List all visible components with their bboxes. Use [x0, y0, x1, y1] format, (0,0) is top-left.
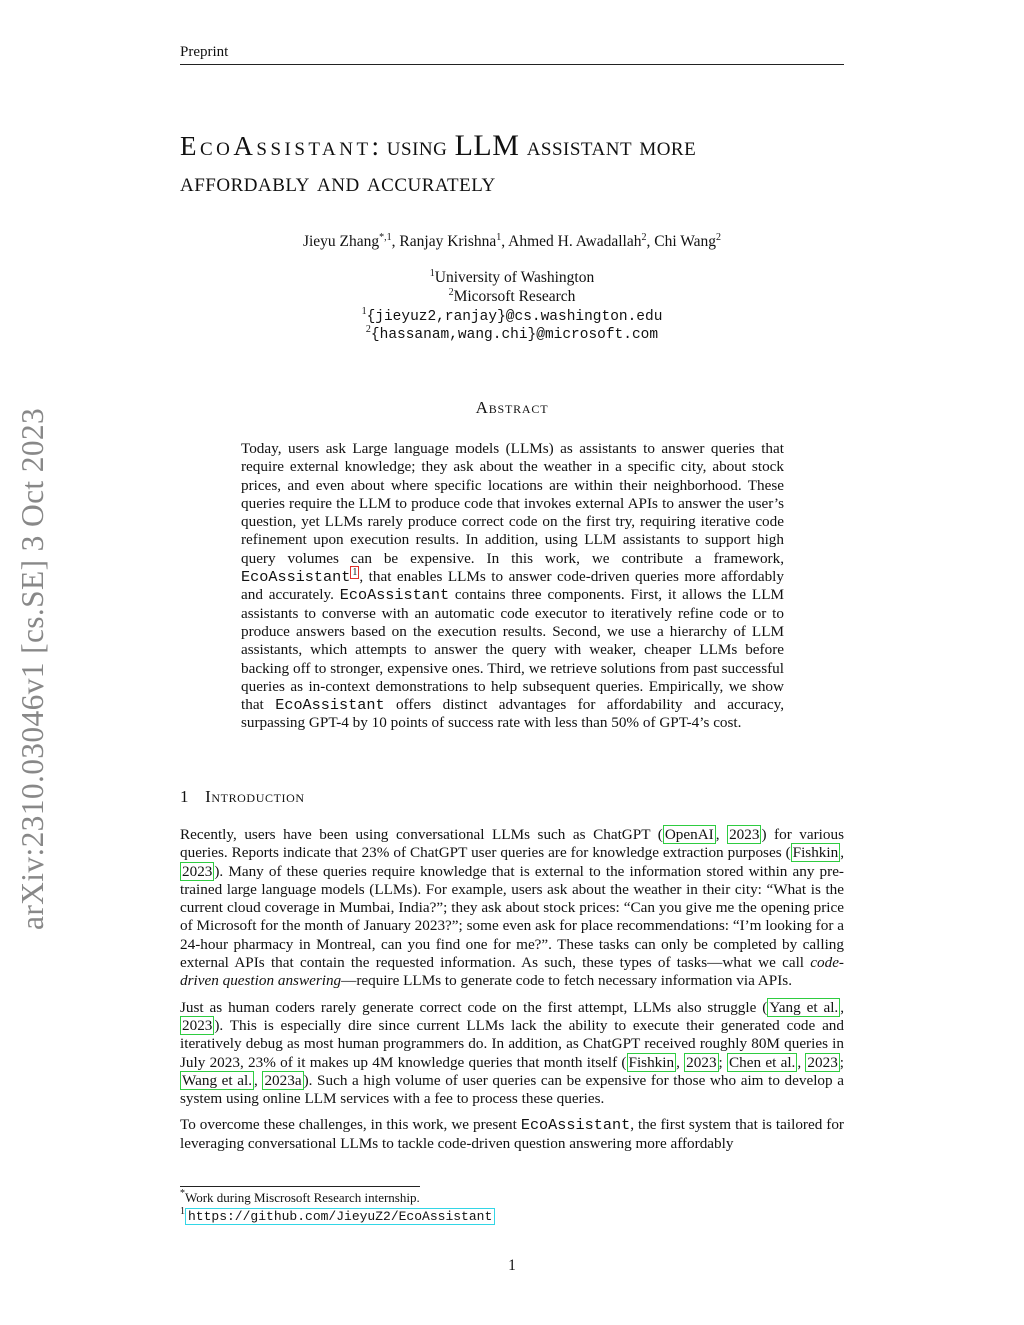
emphasis: code-driven question answering [180, 954, 844, 990]
github-url-link[interactable]: https://github.com/JieyuZ2/EcoAssistant [185, 1208, 495, 1225]
email-sup: 2 [365, 324, 371, 335]
citation-link[interactable]: Wang et al. [182, 1071, 253, 1089]
email-1 [180, 308, 844, 325]
intro-paragraph-2: Just as human coders rarely generate correct code on the first attempt, LLMs also struggle ( Yang et al. , 2023 ). This is especially dire since current LLMs lack the ability to execute their generated code and iteratively debug as most human programmers do. In addition, as ChatGPT received roughly 80M queries in July 2023, 23% of it makes up 4M knowledge queries that month itself ( Fishkin , 2023 ; Chen et al. , 2023 ; Wang et al. , 2023a ). Such a high volume of user queries can be expensive for those who aim to develop a system using online LLM services with a fee to process these queries. [180, 998, 845, 1108]
footnote-rule [180, 1186, 420, 1187]
affiliation-name: University of Washington [434, 269, 595, 286]
page-number: 1 [508, 1257, 516, 1274]
system-name-code: EcoAssistant [339, 586, 450, 605]
author-name: , Ranjay Krishna [391, 233, 497, 250]
email-address: {jieyuz2,ranjay}@cs.washington.edu [366, 309, 663, 325]
author-sup: 2 [641, 232, 647, 243]
affiliation-sup: 1 [429, 268, 435, 279]
arxiv-side-stamp: arXiv:2310.03046v1 [cs.SE] 3 Oct 2023 [15, 407, 50, 930]
footnote-mark: * [180, 1188, 185, 1199]
author-name: Jieyu Zhang [302, 233, 380, 250]
affiliation-name: Micorsoft Research [453, 288, 576, 305]
author-sup: *,1 [379, 232, 392, 243]
affiliation-1 [180, 269, 844, 287]
section-title: Introduction [205, 787, 305, 806]
email-address: {hassanam,wang.chi}@microsoft.com [370, 327, 659, 343]
system-name-code: EcoAssistant [275, 696, 385, 715]
title-part-end: assistant more [519, 131, 697, 161]
author-name: , Ahmed H. Awadallah [501, 233, 642, 250]
citation-link[interactable]: Fishkin [792, 844, 839, 862]
email-2 [180, 326, 844, 343]
abstract-text: Today, users ask Large language models (LLMs) as assistants to answer queries that require external knowledge; they ask about the weather in a specific city, about stock prices, and even about where specific locations are within their neighborhood. These queries require the LLM to produce code that invokes external APIs to answer the user’s question, yet LLMs rarely produce correct code on the first try, requiring iterative code refinement upon execution results. In addition, using LLM assistants to support high query volumes can be expensive. In this work, we contribute a framework, [241, 440, 784, 567]
title-llm: LLM [454, 129, 520, 162]
author-name: , Chi Wang [646, 233, 717, 250]
section-number: 1 [180, 787, 190, 806]
title-part: : using [371, 131, 455, 161]
abstract-text: , that enables LLMs to answer code-driven queries more affordably and accurately. [241, 568, 784, 604]
system-name-code: EcoAssistant [520, 1116, 631, 1135]
citation-link[interactable]: OpenAI [664, 826, 714, 843]
citation-link[interactable]: 2023 [182, 862, 213, 880]
abstract-text: offers distinct advantages for affordability and accuracy, surpassing GPT-4 by 10 points of success rate with less than 50% of GPT-4’s cost. [241, 696, 785, 732]
section-heading [180, 787, 305, 807]
abstract-text: contains three components. First, it allows the LLM assistants to converse with an automatic code executor to iteratively refine code or to produce answers based on the execution results. Second, we use a hierarchy of LLM assistants, which attempts to answer the query with weaker, cheaper LLMs before backing off to stronger, expensive ones. Third, we retrieve solutions from past successful queries as in-context demonstrations to help subsequent queries. Empirically, we show that [241, 586, 784, 714]
footnote-text: Work during Miscrosoft Research internship. [185, 1190, 420, 1205]
footnote-mark: 1 [180, 1206, 185, 1217]
footnote-2 [180, 1208, 844, 1224]
author-sup: 2 [716, 232, 722, 243]
title-system-name: EcoAssistant [180, 131, 372, 161]
abstract-body [241, 440, 784, 733]
author-list [180, 233, 844, 251]
citation-link[interactable]: Fishkin [628, 1053, 675, 1071]
intro-paragraph-1: Recently, users have been using conversational LLMs such as ChatGPT ( OpenAI , 2023 ) for various queries. Reports indicate that 23% of ChatGPT user queries are for knowledge extraction purposes ( Fishkin , 2023 ). Many of these queries require knowledge that is external to the information stored within any pre-trained large language models (LLMs). For example, users ask about the weather in their city: “What is the current cloud coverage in Mumbai, India?”; they ask about stock prices: “Can you give me the opening price of Microsoft for the month of January 2023?”; some even ask for place recommendations: “I’m looking for a 24-hour pharmacy in Montreal, can you find one for me?”. These tasks can only be completed by calling external APIs that contain the requested information. As such, these types of tasks—what we call code-driven question answering—require LLMs to generate code to fetch necessary information via APIs. [180, 826, 845, 990]
citation-link[interactable]: 2023 [182, 1016, 213, 1034]
intro-body [180, 826, 844, 1161]
system-name-code: EcoAssistant [241, 568, 351, 587]
footnote-link[interactable]: 1 [352, 567, 358, 579]
citation-link[interactable]: 2023a [264, 1071, 302, 1089]
footnote-1 [180, 1190, 844, 1206]
paper-title [180, 128, 844, 200]
header-rule [180, 64, 844, 65]
title-line-2: affordably and accurately [180, 167, 496, 197]
email-sup: 1 [361, 306, 367, 317]
intro-paragraph-3: To overcome these challenges, in this work, we present EcoAssistant, the first system that is tailored for leveraging conversational LLMs to tackle code-driven question answering more affordably [180, 1116, 844, 1152]
citation-link[interactable]: Chen et al. [729, 1053, 796, 1071]
citation-link[interactable]: 2023 [729, 826, 760, 843]
affiliation-sup: 2 [448, 287, 454, 298]
citation-link[interactable]: 2023 [686, 1053, 717, 1071]
author-sup: 1 [496, 232, 502, 243]
abstract-heading: Abstract [475, 398, 549, 417]
running-header: Preprint [180, 44, 229, 60]
citation-link[interactable]: Yang et al. [769, 998, 839, 1016]
citation-link[interactable]: 2023 [807, 1053, 838, 1071]
affiliation-2 [180, 288, 844, 306]
